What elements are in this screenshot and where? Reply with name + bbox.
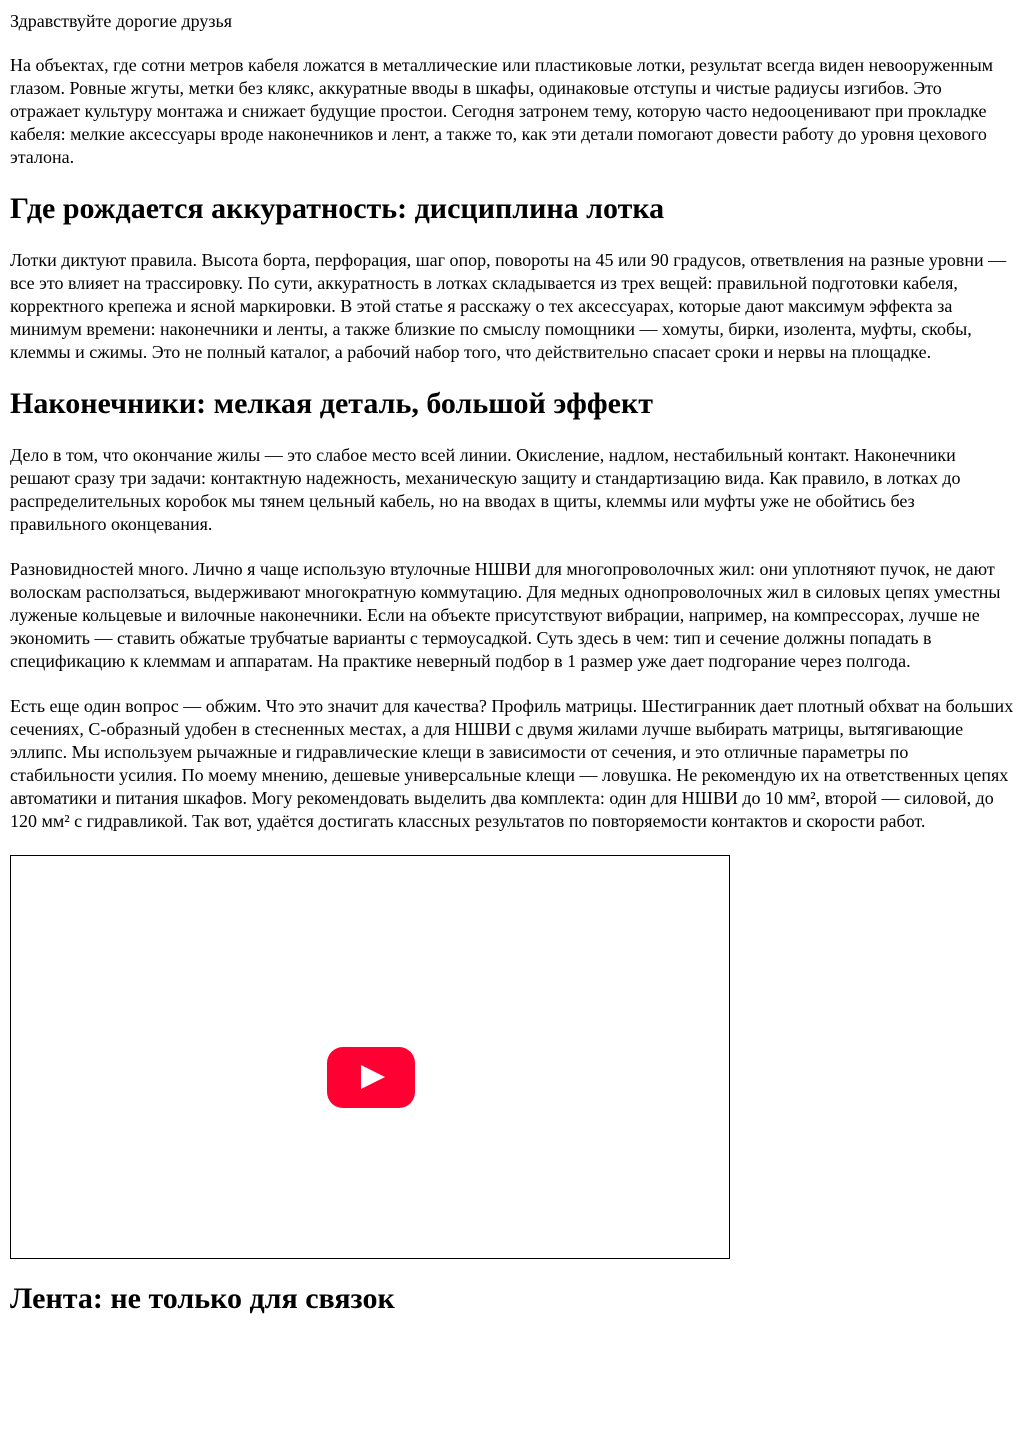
section-paragraph: Дело в том, что окончание жилы — это слабое место всей линии. Окисление, надлом, нестабильный контакт. Наконечники решают сразу три задачи: контактную надежность, механическую защиту и стандартизацию вида. Как правило, в лотках до распределительных коробок мы тянем цельный кабель, но на вводах в щиты, клеммы или муфты уже не обойтись без правильного оконцевания. [10,445,961,534]
section-heading-lugs: Наконечники: мелкая деталь, большой эффект [10,387,653,420]
section-paragraph: Разновидностей много. Лично я чаще использую втулочные НШВИ для многопроволочных жил: они уплотняют пучок, не дают волоскам расползаться, выдерживают многократную коммутацию. Для медных однопроволочных жил в силовых цепях уместны луженые кольцевые и вилочные наконечники. Если на объекте присутствуют вибрации, например, на компрессорах, лучше не экономить — ставить обжатые трубчатые варианты с термоусадкой. Суть здесь в чем: тип и сечение должны попадать в спецификацию к клеммам и аппаратам. На практике неверный подбор в 1 размер уже дает подгорание через полгода. [10,559,1001,671]
youtube-play-icon[interactable] [327,1047,415,1108]
greeting-text: Здравствуйте дорогие друзья [10,11,233,31]
section-heading-tray: Где рождается аккуратность: дисциплина лотка [10,192,665,225]
section-paragraph: Есть еще один вопрос — обжим. Что это значит для качества? Профиль матрицы. Шестигранник дает плотный обхват на больших сечениях, С-образный удобен в стесненных местах, а для НШВИ с двумя жилами лучше выбирать матрицы, вытягивающие эллипс. Мы используем рычажные и гидравлические клещи в зависимости от сечения, и это отличные параметры по стабильности усилия. По моему мнению, дешевые универсальные клещи — ловушка. Не рекомендую их на ответственных цепях автоматики и питания шкафов. Могу рекомендовать выделить два комплекта: один для НШВИ до 10 мм², второй — силовой, до 120 мм² с гидравликой. Так вот, удаётся достигать классных результатов по повторяемости контактов и скорости работ. [10,696,1014,831]
embedded-video[interactable] [10,855,730,1259]
section-paragraph: Лотки диктуют правила. Высота борта, перфорация, шаг опор, повороты на 45 или 90 градусов, ответвления на разные уровни — все это влияет на трассировку. По сути, аккуратность в лотках складывается из трех вещей: правильной подготовки кабеля, корректного крепежа и ясной маркировки. В этой статье я расскажу о тех аксессуарах, которые дают максимум эффекта за минимум времени: наконечники и ленты, а также близкие по смыслу помощники — хомуты, бирки, изолента, муфты, скобы, клеммы и сжимы. Это не полный каталог, а рабочий набор того, что действительно спасает сроки и нервы на площадке. [10,250,1007,362]
section-heading-tape: Лента: не только для связок [10,1282,395,1315]
play-triangle-icon [361,1065,385,1089]
intro-paragraph: На объектах, где сотни метров кабеля ложатся в металлические или пластиковые лотки, результат всегда виден невооруженным глазом. Ровные жгуты, метки без клякс, аккуратные вводы в шкафы, одинаковые отступы и чистые радиусы изгибов. Это отражает культуру монтажа и снижает будущие простои. Сегодня затронем тему, которую часто недооценивают при прокладке кабеля: мелкие аксессуары вроде наконечников и лент, а также то, как эти детали помогают довести работу до уровня цехового эталона. [10,55,994,167]
